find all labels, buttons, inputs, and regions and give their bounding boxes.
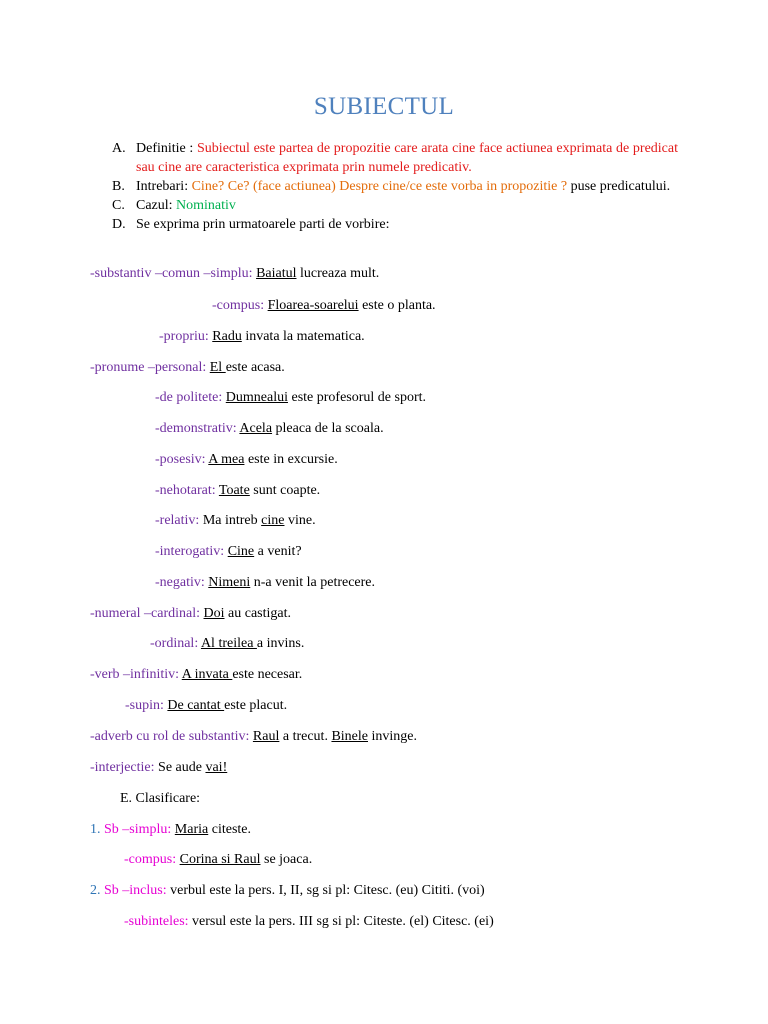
definition-text: Subiectul este partea de propozitie care arata cine face actiunea exprimata de predicat sau cine are caracteristica exprimata prin numele predicativ.	[136, 141, 678, 175]
example-pre: Se aude	[158, 760, 206, 775]
example-label: -negativ:	[155, 575, 209, 590]
example-pronume-nehotarat	[155, 482, 320, 500]
list-marker: D.	[112, 217, 126, 232]
classification-heading: E. Clasificare:	[120, 791, 201, 806]
example-subject: A mea	[208, 452, 245, 467]
example-rest: se joaca.	[260, 852, 313, 867]
example-pronume-interogativ	[155, 543, 302, 561]
example-subject: De cantat	[167, 698, 225, 713]
list-number: 1.	[90, 822, 104, 837]
list-marker: C.	[112, 198, 125, 213]
example-subject: Toate	[218, 483, 250, 498]
example-rest: citeste.	[208, 822, 251, 837]
example-subject: cine	[261, 513, 285, 528]
example-label: -propriu:	[159, 329, 213, 344]
example-subject: Doi	[203, 606, 225, 621]
case-value: Nominativ	[176, 198, 236, 213]
example-substantiv-simplu	[90, 265, 379, 283]
example-pronume-personal	[90, 359, 285, 377]
classification-label: -compus:	[124, 852, 180, 867]
example-label: -relativ:	[155, 513, 203, 528]
example-pronume-posesiv	[155, 451, 338, 469]
example-label: -de politete:	[155, 390, 226, 405]
example-subject: Dumnealui	[225, 390, 288, 405]
example-rest: invata la matematica.	[241, 329, 365, 344]
classification-label: Sb –simplu:	[104, 822, 175, 837]
example-interjectie	[90, 759, 227, 777]
example-label: -compus:	[212, 298, 268, 313]
example-label: -pronume –personal:	[90, 360, 210, 375]
questions-text: Cine? Ce? (face actiunea) Despre cine/ce este vorba in propozitie ?	[191, 179, 568, 194]
example-rest: este necesar.	[232, 667, 303, 682]
classification-text: versul este la pers. III sg si pl: Citeste. (el) Citesc. (ei)	[192, 914, 494, 929]
definition-item-d	[112, 215, 678, 234]
classification-compus	[124, 851, 312, 869]
example-label: -numeral –cardinal:	[90, 606, 204, 621]
example-rest: n-a venit la petrecere.	[250, 575, 376, 590]
example-subject: Floarea-soarelui	[267, 298, 359, 313]
example-numeral-cardinal	[90, 605, 291, 623]
list-marker: A.	[112, 141, 126, 156]
example-subject: Maria	[174, 822, 209, 837]
example-label: -adverb cu rol de substantiv:	[90, 729, 253, 744]
example-subject: Raul	[252, 729, 280, 744]
example-subject: Baiatul	[256, 266, 297, 281]
example-pronume-relativ	[155, 512, 316, 530]
example-pronume-politete	[155, 389, 426, 407]
example-subject: Cine	[227, 544, 255, 559]
example-mid: a trecut.	[279, 729, 332, 744]
example-label: -interogativ:	[155, 544, 228, 559]
example-pre: Ma intreb	[202, 513, 262, 528]
definition-list	[112, 139, 678, 234]
list-marker: B.	[112, 179, 125, 194]
example-subject-2: Binele	[331, 729, 368, 744]
page-title: SUBIECTUL	[313, 93, 455, 120]
example-label: -verb –infinitiv:	[90, 667, 182, 682]
example-rest: lucreaza mult.	[296, 266, 380, 281]
example-subject: Acela	[239, 421, 273, 436]
example-rest: vine.	[284, 513, 316, 528]
example-label: -posesiv:	[155, 452, 209, 467]
example-subject: vai!	[205, 760, 228, 775]
example-subject: Al treilea	[200, 636, 257, 651]
example-label: -nehotarat:	[155, 483, 219, 498]
example-label: -substantiv –comun –simplu:	[90, 266, 257, 281]
definition-item-c	[112, 196, 678, 215]
example-subject: Nimeni	[208, 575, 251, 590]
parts-of-speech-intro: Se exprima prin urmatoarele parti de vorbire:	[136, 217, 390, 232]
example-rest: este placut.	[224, 698, 288, 713]
classification-label: Sb –inclus:	[104, 883, 171, 898]
questions-rest: puse predicatului.	[567, 179, 671, 194]
classification-simplu	[90, 821, 251, 839]
example-pronume-demonstrativ	[155, 420, 384, 438]
example-label: -demonstrativ:	[155, 421, 240, 436]
example-pronume-negativ	[155, 574, 375, 592]
example-rest: sunt coapte.	[249, 483, 321, 498]
example-substantiv-compus	[212, 297, 436, 315]
example-rest: invinge.	[368, 729, 417, 744]
example-rest: a invins.	[256, 636, 305, 651]
example-adverb	[90, 728, 417, 746]
list-number: 2.	[90, 883, 104, 898]
example-substantiv-propriu	[159, 328, 365, 346]
example-verb-infinitiv	[90, 666, 302, 684]
example-rest: este acasa.	[225, 360, 285, 375]
classification-label: -subinteles:	[124, 914, 193, 929]
example-subject: Corina si Raul	[179, 852, 261, 867]
classification-subinteles	[124, 913, 494, 931]
example-numeral-ordinal	[150, 635, 304, 653]
example-subject: El	[209, 360, 226, 375]
example-label: -ordinal:	[150, 636, 201, 651]
definition-item-a	[112, 139, 678, 177]
definition-item-b	[112, 177, 678, 196]
example-rest: pleaca de la scoala.	[272, 421, 384, 436]
example-label: -supin:	[125, 698, 168, 713]
classification-text: verbul este la pers. I, II, sg si pl: Citesc. (eu) Cititi. (voi)	[170, 883, 485, 898]
example-rest: este o planta.	[358, 298, 436, 313]
classification-inclus	[90, 882, 485, 900]
questions-label: Intrebari:	[136, 179, 192, 194]
example-rest: este in excursie.	[244, 452, 338, 467]
example-verb-supin	[125, 697, 287, 715]
case-label: Cazul:	[136, 198, 177, 213]
definition-label: Definitie :	[136, 141, 198, 156]
example-rest: este profesorul de sport.	[287, 390, 427, 405]
example-rest: a venit?	[254, 544, 302, 559]
example-subject: A invata	[181, 667, 233, 682]
example-rest: au castigat.	[224, 606, 291, 621]
example-label: -interjectie:	[90, 760, 159, 775]
example-subject: Radu	[212, 329, 242, 344]
